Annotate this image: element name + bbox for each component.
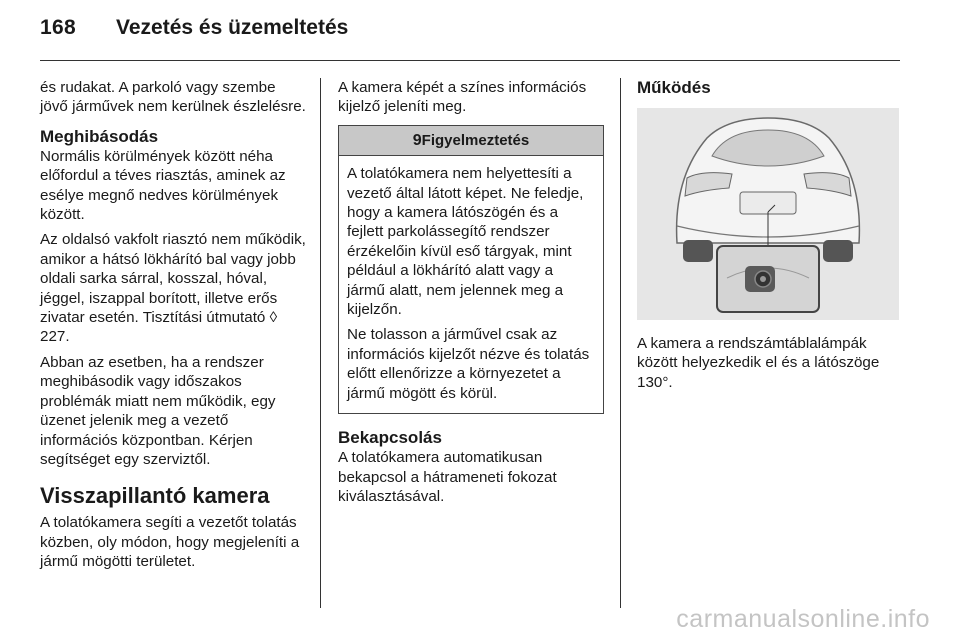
paragraph: Az oldalsó vakfolt riasztó nem működik, amikor a hátsó lökhárító bal vagy jobb oldali sarka sárral, kosszal, hóval, jéggel, iszappal borított, illetve erős zivatar esetén. Tisztítási útmutató ◊ 227. (40, 231, 306, 346)
paragraph: A tolatókamera nem helyettesíti a vezető által látott képet. Ne feledje, hogy a kamera látószögén és a fejlett parkolássegítő rendszer érzékelőin kívül eső tárgyak, mint például a lökhárító alatt vagy a jármű alatt, nem jelennek meg a kijelzőn. (347, 165, 584, 319)
chapter-title: Vezetés és üzemeltetés (116, 16, 349, 39)
heading-mukodes: Működés (637, 78, 711, 97)
paragraph: A tolatókamera automatikusan bekapcsol a hátrameneti fokozat kiválasztásával. (338, 449, 557, 505)
column-middle (338, 78, 604, 512)
column-divider (320, 78, 321, 608)
page-number: 168 (40, 16, 76, 39)
paragraph: Abban az esetben, ha a rendszer meghibásodik vagy időszakos problémák miatt nem működik, egy üzenet jelenik meg a vezető információs központban. Kérjen segítséget egy szerviztől. (40, 353, 276, 468)
watermark: carmanualsonline.info (676, 605, 930, 633)
rear-camera-figure (637, 108, 899, 320)
paragraph: Normális körülmények között néha előfordul a téves riasztás, aminek az esélye megnő nedves körülmények között. (40, 147, 286, 224)
column-divider (620, 78, 621, 608)
header-divider (40, 60, 900, 61)
paragraph: A kamera képét a színes információs kijelző jeleníti meg. (338, 79, 587, 116)
car-rear-illustration (637, 108, 899, 320)
paragraph: és rudakat. A parkoló vagy szembe jövő járművek nem kerülnek észlelésre. (40, 79, 306, 116)
column-right (637, 78, 905, 398)
column-left (40, 78, 306, 578)
heading-visszapillanto-kamera: Visszapillantó kamera (40, 483, 270, 509)
paragraph: Ne tolasson a járművel csak az információs kijelzőt nézve és tolatás előtt ellenőrizze a környezetet a jármű mögött és körül. (347, 326, 590, 402)
warning-body (339, 156, 603, 413)
heading-bekapcsolas: Bekapcsolás (338, 428, 442, 448)
heading-meghibasodas: Meghibásodás (40, 126, 159, 146)
warning-title: Figyelmeztetés (421, 131, 530, 149)
page-header (40, 16, 900, 56)
warning-header (339, 126, 603, 156)
figure-caption: A kamera a rendszámtáblalámpák között helyezkedik el és a látószöge 130°. (637, 335, 880, 391)
warning-icon: 9 (412, 131, 422, 149)
paragraph: A tolatókamera segíti a vezetőt tolatás közben, oly módon, hogy megjeleníti a jármű mögötti területet. (40, 514, 300, 571)
warning-box (338, 125, 604, 414)
